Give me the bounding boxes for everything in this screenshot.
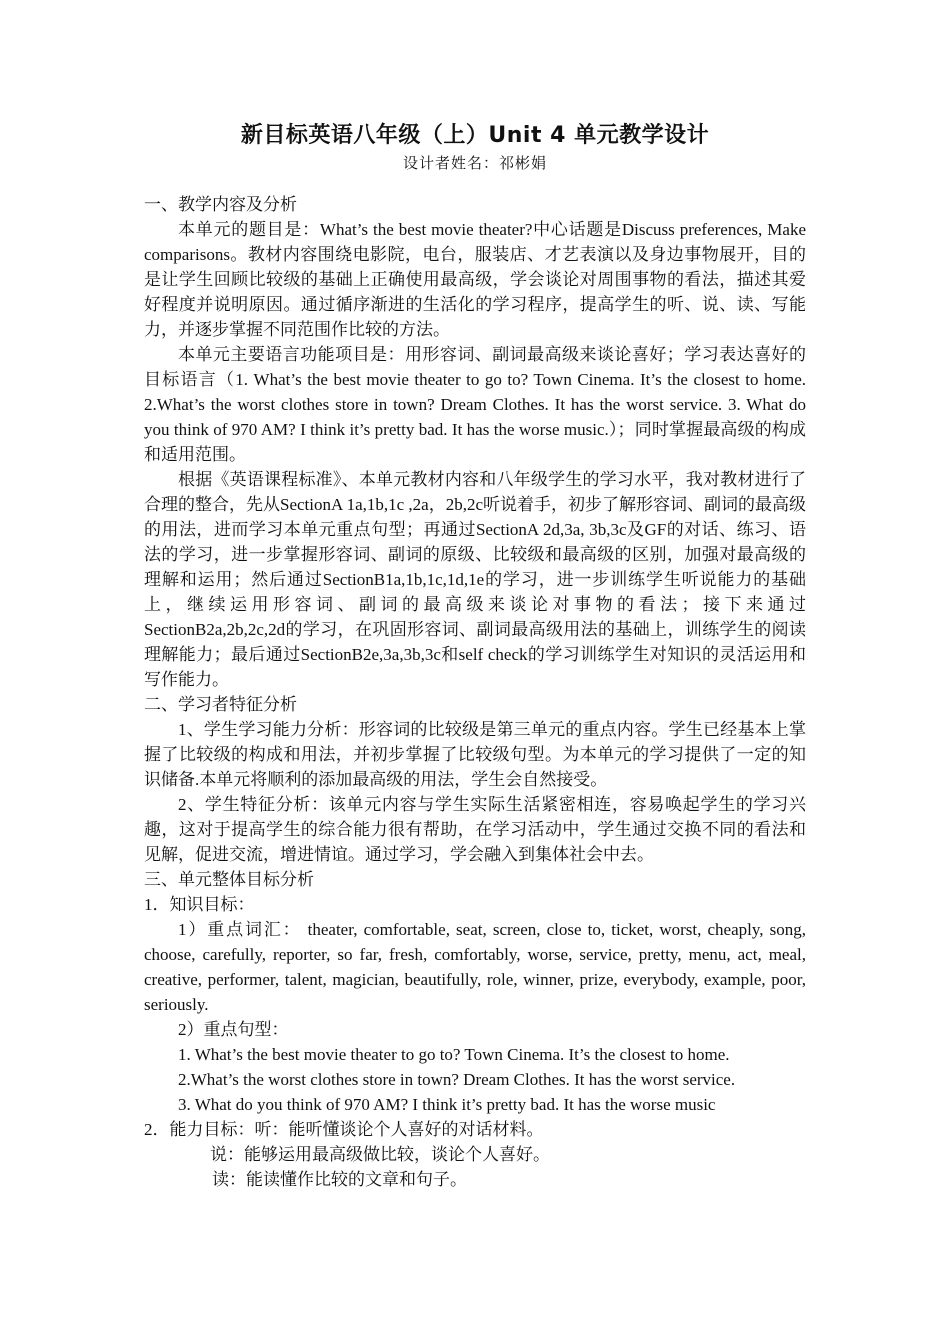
document-page [144,120,806,1192]
paragraph-learning-ability: 1、学生学习能力分析：形容词的比较级是第三单元的重点内容。学生已经基本上掌握了比较级的构成和用法，并初步掌握了比较级句型。为本单元的学习提供了一定的知识储备.本单元将顺利的添加最高级的用法，学生会自然接受。 [144,720,806,789]
key-vocabulary: 1）重点词汇： theater, comfortable, seat, screen, close to, ticket, worst, cheaply, song, choose, carefully, reporter, so far, fresh, comfortably, worse, service, pretty, menu, act, meal, creative, performer, talent, magician, beautifully, role, winner, prize, everybody, example, poor, seriously. [144,920,806,1014]
ability-goal-speaking: 说：能够运用最高级做比较，谈论个人喜好。 [210,1145,550,1164]
section-heading-learner-analysis: 二、学习者特征分析 [144,695,297,714]
section-heading-unit-goals: 三、单元整体目标分析 [144,870,314,889]
key-patterns-heading: 2）重点句型： [178,1020,289,1039]
ability-goal-listening: 2．能力目标：听：能听懂谈论个人喜好的对话材料。 [144,1120,544,1139]
paragraph-curriculum-integration: 根据《英语课程标准》、本单元教材内容和八年级学生的学习水平，我对教材进行了合理的整合，先从SectionA 1a,1b,1c ,2a，2b,2c听说着手，初步了解形容词、副词的最高级的用法，进而学习本单元重点句型；再通过SectionA 2d,3a, 3b,3c及GF的对话、练习、语法的学习，进一步掌握形容词、副词的原级、比较级和最高级的区别，加强对最高级的理解和运用；然后通过SectionB1a,1b,1c,1d,1e的学习，进一步训练学生听说能力的基础上，继续运用形容词、副词的最高级来谈论对事物的看法；接下来通过SectionB2a,2b,2c,2d的学习，在巩固形容词、副词最高级用法的基础上，训练学生的阅读理解能力；最后通过SectionB2e,3a,3b,3c和self check的学习训练学生对知识的灵活运用和写作能力。 [144,470,807,689]
key-pattern-1: 1. What’s the best movie theater to go to? Town Cinema. It’s the closest to home. [178,1045,730,1064]
author-line: 设计者姓名：祁彬娟 [402,154,547,172]
knowledge-goals-heading: 1．知识目标： [144,895,255,914]
paragraph-language-functions: 本单元主要语言功能项目是：用形容词、副词最高级来谈论喜好；学习表达喜好的目标语言（1. What’s the best movie theater to go to? Town Cinema. It’s the closest to home. 2.What’s the worst clothes store in town? Dream Clothes. It has the worst service. 3. What do you think of 970 AM? I think it’s pretty bad. It has the worse music.）；同时掌握最高级的构成和适用范围。 [144,345,806,464]
paragraph-unit-topic: 本单元的题目是：What’s the best movie theater?中心话题是Discuss preferences, Make comparisons。教材内容围绕电影院，电台，服装店、才艺表演以及身边事物展开，目的是让学生回顾比较级的基础上正确使用最高级，学会谈论对周围事物的看法，描述其爱好程度并说明原因。通过循序渐进的生活化的学习程序，提高学生的听、说、读、写能力，并逐步掌握不同范围作比较的方法。 [144,220,806,339]
section-heading-content-analysis: 一、教学内容及分析 [144,195,297,214]
paragraph-student-features: 2、学生特征分析：该单元内容与学生实际生活紧密相连，容易唤起学生的学习兴趣，这对于提高学生的综合能力很有帮助，在学习活动中，学生通过交换不同的看法和见解，促进交流，增进情谊。通过学习，学会融入到集体社会中去。 [144,795,806,864]
ability-goal-reading: 读：能读懂作比较的文章和句子。 [212,1170,467,1189]
key-pattern-3: 3. What do you think of 970 AM? I think it’s pretty bad. It has the worse music [178,1095,716,1114]
key-pattern-2: 2.What’s the worst clothes store in town? Dream Clothes. It has the worst service. [178,1070,736,1089]
document-title: 新目标英语八年级（上）Unit 4 单元教学设计 [240,123,710,148]
